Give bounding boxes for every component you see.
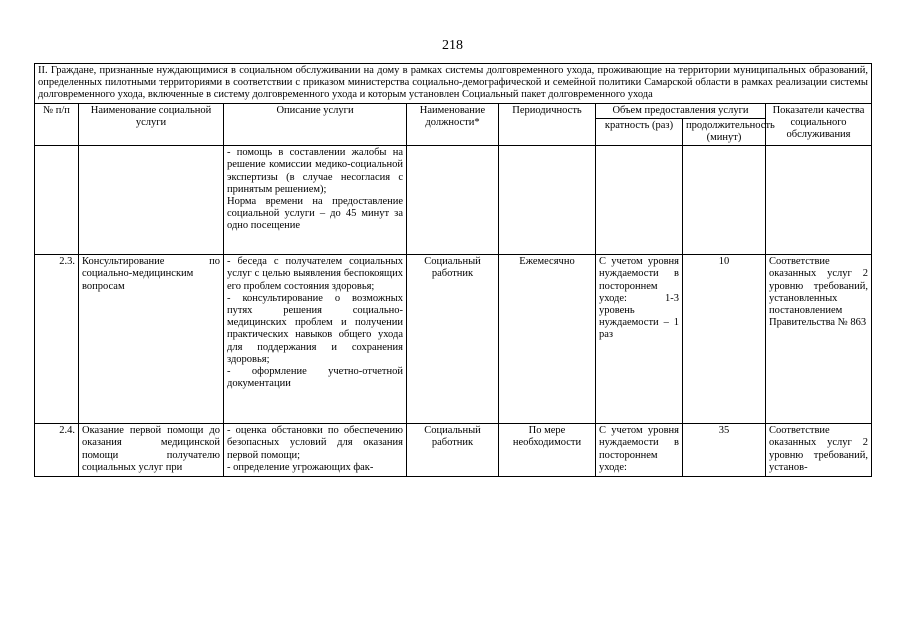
description-line: - беседа с получателем социальных услуг с целью выявления беспокоящих его проблем состояния здоровья; xyxy=(227,256,403,292)
services-table xyxy=(34,63,872,477)
cell-periodicity xyxy=(499,146,596,255)
table-row xyxy=(35,424,872,477)
cell-duration: 35 xyxy=(683,424,766,477)
cell-periodicity: По мере необходимости xyxy=(499,424,596,477)
cell-position: Социальный работник xyxy=(407,424,499,477)
cell-periodicity: Ежемесячно xyxy=(499,255,596,424)
description-line: Норма времени на предоставление социальной услуги – до 45 минут за одно посещение xyxy=(227,196,403,232)
header-row xyxy=(35,103,872,118)
cell-service-name xyxy=(79,146,224,255)
cell-quality xyxy=(766,146,872,255)
description-line: - помощь в составлении жалобы на решение комиссии медико-социальной экспертизы (в случае несогласия с принятым решением); xyxy=(227,147,403,195)
header-duration: продолжительность (минут) xyxy=(683,118,766,145)
header-description: Описание услуги xyxy=(224,103,407,146)
page-number: 218 xyxy=(442,38,463,53)
cell-frequency: С учетом уровня нуждаемости в постороннем уходе: 1-3 уровень нуждаемости – 1 раз xyxy=(596,255,683,424)
description-line: - определение угрожающих фак- xyxy=(227,461,374,473)
cell-service-name: Консультирование по социально-медицинским вопросам xyxy=(79,255,224,424)
header-frequency: кратность (раз) xyxy=(596,118,683,145)
header-service-name: Наименование социальной услуги xyxy=(79,103,224,146)
table-row xyxy=(35,255,872,424)
cell-quality: Соответствие оказанных услуг 2 уровню требований, установ- xyxy=(766,424,872,477)
header-quality: Показатели качества социального обслуживания xyxy=(766,103,872,146)
cell-frequency: С учетом уровня нуждаемости в постороннем уходе: xyxy=(596,424,683,477)
header-periodicity: Периодичность xyxy=(499,103,596,146)
table-row xyxy=(35,146,872,255)
cell-description xyxy=(224,146,407,255)
header-volume: Объем предоставления услуги xyxy=(596,103,766,118)
section-title: II. Граждане, признанные нуждающимися в социальном обслуживании на дому в рамках системы долговременного ухода, проживающие на территории муниципальных образований, определенных пилотными территориями в соответствии с приказом министерства социально-демографической и семейной политики Самарской области в рамках реализации системы долговременного ухода, включенные в систему долговременного ухода и которым установлен Социальный пакет долговременного ухода xyxy=(35,64,872,104)
cell-num: 2.3. xyxy=(35,255,79,424)
cell-description xyxy=(224,424,407,477)
cell-quality: Соответствие оказанных услуг 2 уровню требований, установленных постановлением Правительства № 863 xyxy=(766,255,872,424)
description-line: - оформление учетно-отчетной документации xyxy=(227,366,403,390)
cell-num xyxy=(35,146,79,255)
cell-duration xyxy=(683,146,766,255)
description-line: - оценка обстановки по обеспечению безопасных условий для оказания первой помощи; xyxy=(227,425,403,461)
cell-num: 2.4. xyxy=(35,424,79,477)
header-num: № п/п xyxy=(35,103,79,146)
cell-description xyxy=(224,255,407,424)
cell-position: Социальный работник xyxy=(407,255,499,424)
cell-frequency xyxy=(596,146,683,255)
cell-duration: 10 xyxy=(683,255,766,424)
cell-position xyxy=(407,146,499,255)
cell-service-name: Оказание первой помощи до оказания медицинской помощи получателю социальных услуг при xyxy=(79,424,224,477)
header-position: Наименование должности* xyxy=(407,103,499,146)
description-line: - консультирование о возможных путях решения социально-медицинских проблем и получении практических навыков общего ухода для поддержания и сохранения здоровья; xyxy=(227,292,403,365)
